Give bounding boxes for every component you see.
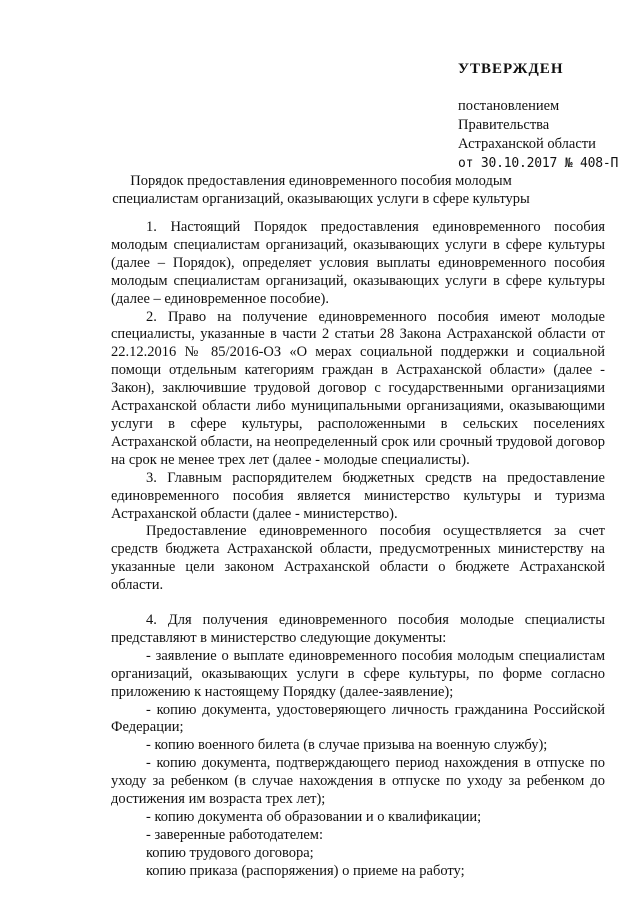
- approval-line-2: Правительства: [458, 117, 550, 133]
- paragraph-2: 2. Право на получение единовременного пособия имеют молодые специалисты, указанные в части 2 статьи 28 Закона Астраханской области от 22.12.2016 № 85/2016-ОЗ «О мерах социальной поддержки и социальной помощи отдельным категориям граждан в Астраханской области» (далее - Закон), заключившие трудовой договор с государственными организациями Астраханской области либо муниципальными организациями, оказывающими услуги в сфере культуры, расположенными в сельских поселениях Астраханской области, на неопределенный срок или срочный трудовой договор на срок не менее трех лет (далее - молодые специалисты).: [111, 308, 605, 468]
- document-title: Порядок предоставления единовременного пособия молодым специалистам организаций, оказывающих услуги в сфере культуры: [112, 173, 530, 207]
- approval-date-number: от 30.10.2017 № 408-П: [458, 156, 619, 171]
- list-item-education-document: - копию документа об образовании и о квалификации;: [146, 809, 482, 825]
- list-item-labor-contract: копию трудового договора;: [146, 844, 314, 861]
- paragraph-3-funding: Предоставление единовременного пособия осуществляется за счет средств бюджета Астраханской области, предусмотренных министерству на указанные цели законом Астраханской области о бюджете Астраханской области.: [111, 523, 605, 594]
- list-item-parental-leave: - копию документа, подтверждающего период нахождения в отпуске по уходу за ребенком (в случае нахождения в отпуске по уходу за ребенком до достижения им возраста трех лет);: [111, 755, 605, 808]
- approval-block: [458, 60, 634, 173]
- paragraph-1: 1. Настоящий Порядок предоставления единовременного пособия молодым специалистам организаций, оказывающих услуги в сфере культуры (далее – Порядок), определяет условия выплаты единовременного пособия молодым специалистам организаций, оказывающих услуги в сфере культуры (далее – единовременное пособие).: [111, 219, 605, 307]
- approval-line-3: Астраханской области: [458, 136, 596, 152]
- list-item-hiring-order: копию приказа (распоряжения) о приеме на работу;: [146, 862, 465, 879]
- document-body: [111, 219, 605, 881]
- approval-stamp: УТВЕРЖДЕН: [458, 61, 564, 77]
- list-item-military-id: - копию военного билета (в случае призыва на военную службу);: [146, 737, 548, 754]
- approval-line-1: постановлением: [458, 98, 560, 114]
- paragraph-4: 4. Для получения единовременного пособия молодые специалисты представляют в министерство следующие документы:: [111, 612, 605, 646]
- list-item-identity-document: - копию документа, удостоверяющего личность гражданина Российской Федерации;: [111, 701, 605, 736]
- list-item-application: - заявление о выплате единовременного пособия молодым специалистам организаций, оказывающих услуги в сфере культуры, по форме согласно приложению к настоящему Порядку (далее-заявление);: [111, 647, 605, 700]
- list-item-employer-certified: - заверенные работодателем:: [146, 826, 324, 843]
- paragraph-3: 3. Главным распорядителем бюджетных средств на предоставление единовременного пособия является министерство культуры и туризма Астраханской области (далее - министерство).: [111, 469, 605, 522]
